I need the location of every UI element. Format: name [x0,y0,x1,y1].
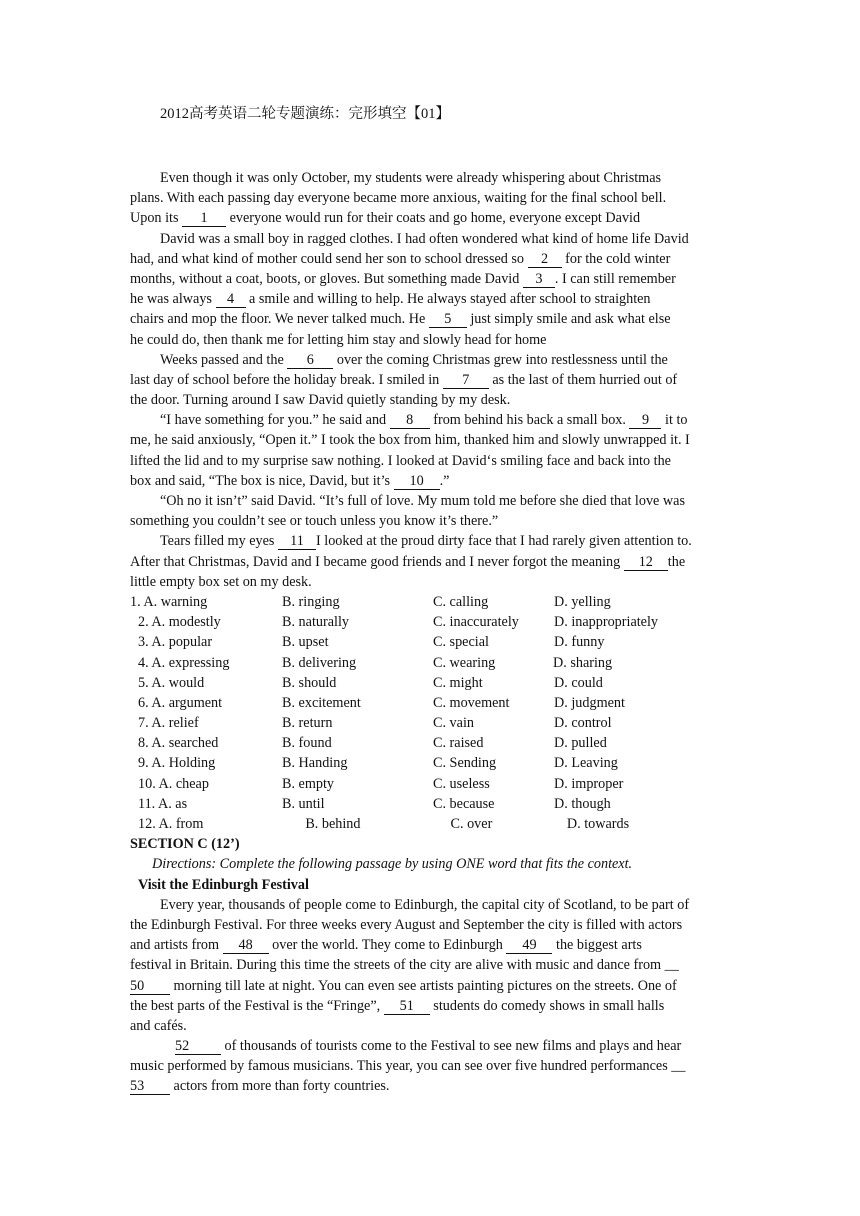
option-row [130,774,740,794]
blank-10: 10 [394,474,440,490]
option-b: B. found [282,735,332,752]
text-line: 50 morning till late at night. You can even see artists painting pictures on the streets. One of [130,977,677,994]
option-d: D. improper [554,775,624,792]
text-line: Every year, thousands of people come to Edinburgh, the capital city of Scotland, to be part of [160,896,690,913]
blank-11: 11 [278,534,316,550]
option-row [130,794,740,814]
option-c: C. special [433,634,489,651]
option-a: 7. A. relief [138,715,199,732]
option-c: C. movement [433,694,510,711]
option-a: 5. A. would [138,674,205,691]
text-line: 52 of thousands of tourists come to the Festival to see new films and plays and hear [175,1038,682,1055]
text-line: last day of school before the holiday break. I smiled in 7 as the last of them hurried out of [130,371,678,388]
text-line: box and said, “The box is nice, David, but it’s 10 .” [130,472,450,489]
blank-1: 1 [182,211,226,227]
option-row [130,592,740,612]
option-b: B. excitement [282,694,361,711]
blank-3: 3 [523,272,555,288]
option-d: D. funny [554,634,605,651]
page-title: 2012高考英语二轮专题演练：完形填空【01】 [160,106,450,122]
text-line: months, without a coat, boots, or gloves. But something made David 3 . I can still remember [130,270,676,287]
option-b: B. upset [282,634,329,651]
option-row [130,814,740,834]
option-row [130,753,740,773]
option-d: D. Leaving [554,755,618,772]
text-line: Weeks passed and the 6 over the coming Christmas grew into restlessness until the [160,351,668,368]
option-row [130,693,740,713]
option-a: 1. A. warning [130,593,208,610]
option-d: D. judgment [554,694,625,711]
text-line: chairs and mop the floor. We never talked much. He 5 just simply smile and ask what else [130,311,671,328]
option-row [130,632,740,652]
text-line: Upon its 1 everyone would run for their coats and go home, everyone except David [130,210,641,227]
text-line: After that Christmas, David and I became good friends and I never forgot the meaning 12 the [130,553,686,570]
option-d: D. pulled [554,735,607,752]
text-line: had, and what kind of mother could send her son to school dressed so 2 for the cold winter [130,250,671,267]
option-c: C. useless [433,775,490,792]
option-d: D. control [554,715,612,732]
blank-52: 52 [175,1039,221,1055]
option-a: 4. A. expressing [138,654,230,671]
option-c: C. calling [433,593,489,610]
text-line: the door. Turning around I saw David quietly standing by my desk. [130,392,511,409]
option-b: B. naturally [282,614,349,631]
text-line: “Oh no it isn’t” said David. “It’s full of love. My mum told me before she died that love was [160,493,685,509]
text-line: he was always 4 a smile and willing to help. He always stayed after school to straighten [130,291,651,308]
options-table [130,592,740,834]
blank-48: 48 [223,938,269,954]
option-a: 10. A. cheap [138,775,209,792]
option-c: C. because [433,795,495,812]
text-line: plans. With each passing day everyone became more anxious, waiting for the final school bell. [130,190,667,207]
option-a: 11. A. as [138,795,188,812]
text-line: festival in Britain. During this time the streets of the city are alive with music and dance from __ [130,957,679,974]
document-page [130,104,740,1097]
text-line: “I have something for you.” he said and 8 from behind his back a small box. 9 it to [160,412,688,429]
blank-7: 7 [443,373,489,389]
text-line: Tears filled my eyes 11 I looked at the proud dirty face that I had rarely given attention to. [160,533,692,550]
blank-49: 49 [506,938,552,954]
option-c: C. over [450,816,493,832]
text-line: me, he said anxiously, “Open it.” I took the box from him, thanked him and slowly unwrapped it. I [130,432,690,449]
option-row [130,733,740,753]
passage-title: Visit the Edinburgh Festival [138,876,309,893]
cloze-passage [130,168,740,592]
option-b: B. ringing [282,593,340,610]
option-b: B. Handing [282,755,348,772]
option-row [130,612,740,632]
option-a: 9. A. Holding [138,755,216,772]
option-c: C. vain [433,715,474,732]
blank-9: 9 [629,413,661,429]
blank-51: 51 [384,999,430,1015]
option-b: B. empty [282,775,335,792]
option-d: D. though [554,795,611,812]
option-d: D. sharing [553,654,613,671]
text-line: the Edinburgh Festival. For three weeks every August and September the city is filled with actors [130,916,683,933]
option-b: B. should [282,674,337,691]
option-c: C. inaccurately [433,614,519,631]
blank-4: 4 [216,292,246,308]
option-b: B. return [282,715,333,732]
blank-5: 5 [429,312,467,328]
blank-8: 8 [390,413,430,429]
text-line: and cafés. [130,1017,187,1034]
option-d: D. could [554,674,603,691]
option-a: 6. A. argument [138,694,223,711]
option-d: D. inappropriately [554,614,659,631]
blank-6: 6 [287,353,333,369]
blank-2: 2 [528,252,562,268]
text-line: music performed by famous musicians. This year, you can see over five hundred performances __ [130,1058,686,1075]
text-line: he could do, then thank me for letting him stay and slowly head for home [130,331,547,348]
text-line: and artists from 48 over the world. They come to Edinburgh 49 the biggest arts [130,937,642,954]
option-row [130,713,740,733]
option-a: 12. A. from [138,816,204,832]
option-row [130,653,740,673]
text-line: something you couldn’t see or touch unless you know it’s there.” [130,513,499,530]
option-b: B. until [282,795,325,812]
text-line: David was a small boy in ragged clothes. I had often wondered what kind of home life David [160,230,689,247]
option-a: 8. A. searched [138,735,219,752]
option-row [130,673,740,693]
text-line: lifted the lid and to my surprise saw nothing. I looked at David‘s smiling face and back into the [130,452,671,469]
option-d: D. towards [566,816,630,832]
directions: Directions: Complete the following passage by using ONE word that fits the context. [152,856,633,873]
option-d: D. yelling [554,593,611,610]
option-b: B. behind [305,816,361,832]
option-c: C. wearing [433,654,496,671]
section-heading: SECTION C (12’) [130,836,240,853]
option-b: B. delivering [282,654,357,671]
text-line: the best parts of the Festival is the “Fringe”, 51 students do comedy shows in small halls [130,997,665,1014]
option-a: 2. A. modestly [138,614,221,631]
section-c-passage [130,895,740,1097]
option-c: C. might [433,674,483,691]
text-line: little empty box set on my desk. [130,573,312,590]
blank-53: 53 [130,1079,170,1095]
blank-50: 50 [130,979,170,995]
option-a: 3. A. popular [138,634,213,651]
option-c: C. Sending [433,755,497,772]
text-line: Even though it was only October, my students were already whispering about Christmas [160,170,662,186]
text-line: 53 actors from more than forty countries. [130,1078,390,1095]
blank-12: 12 [624,555,668,571]
option-c: C. raised [433,735,484,752]
